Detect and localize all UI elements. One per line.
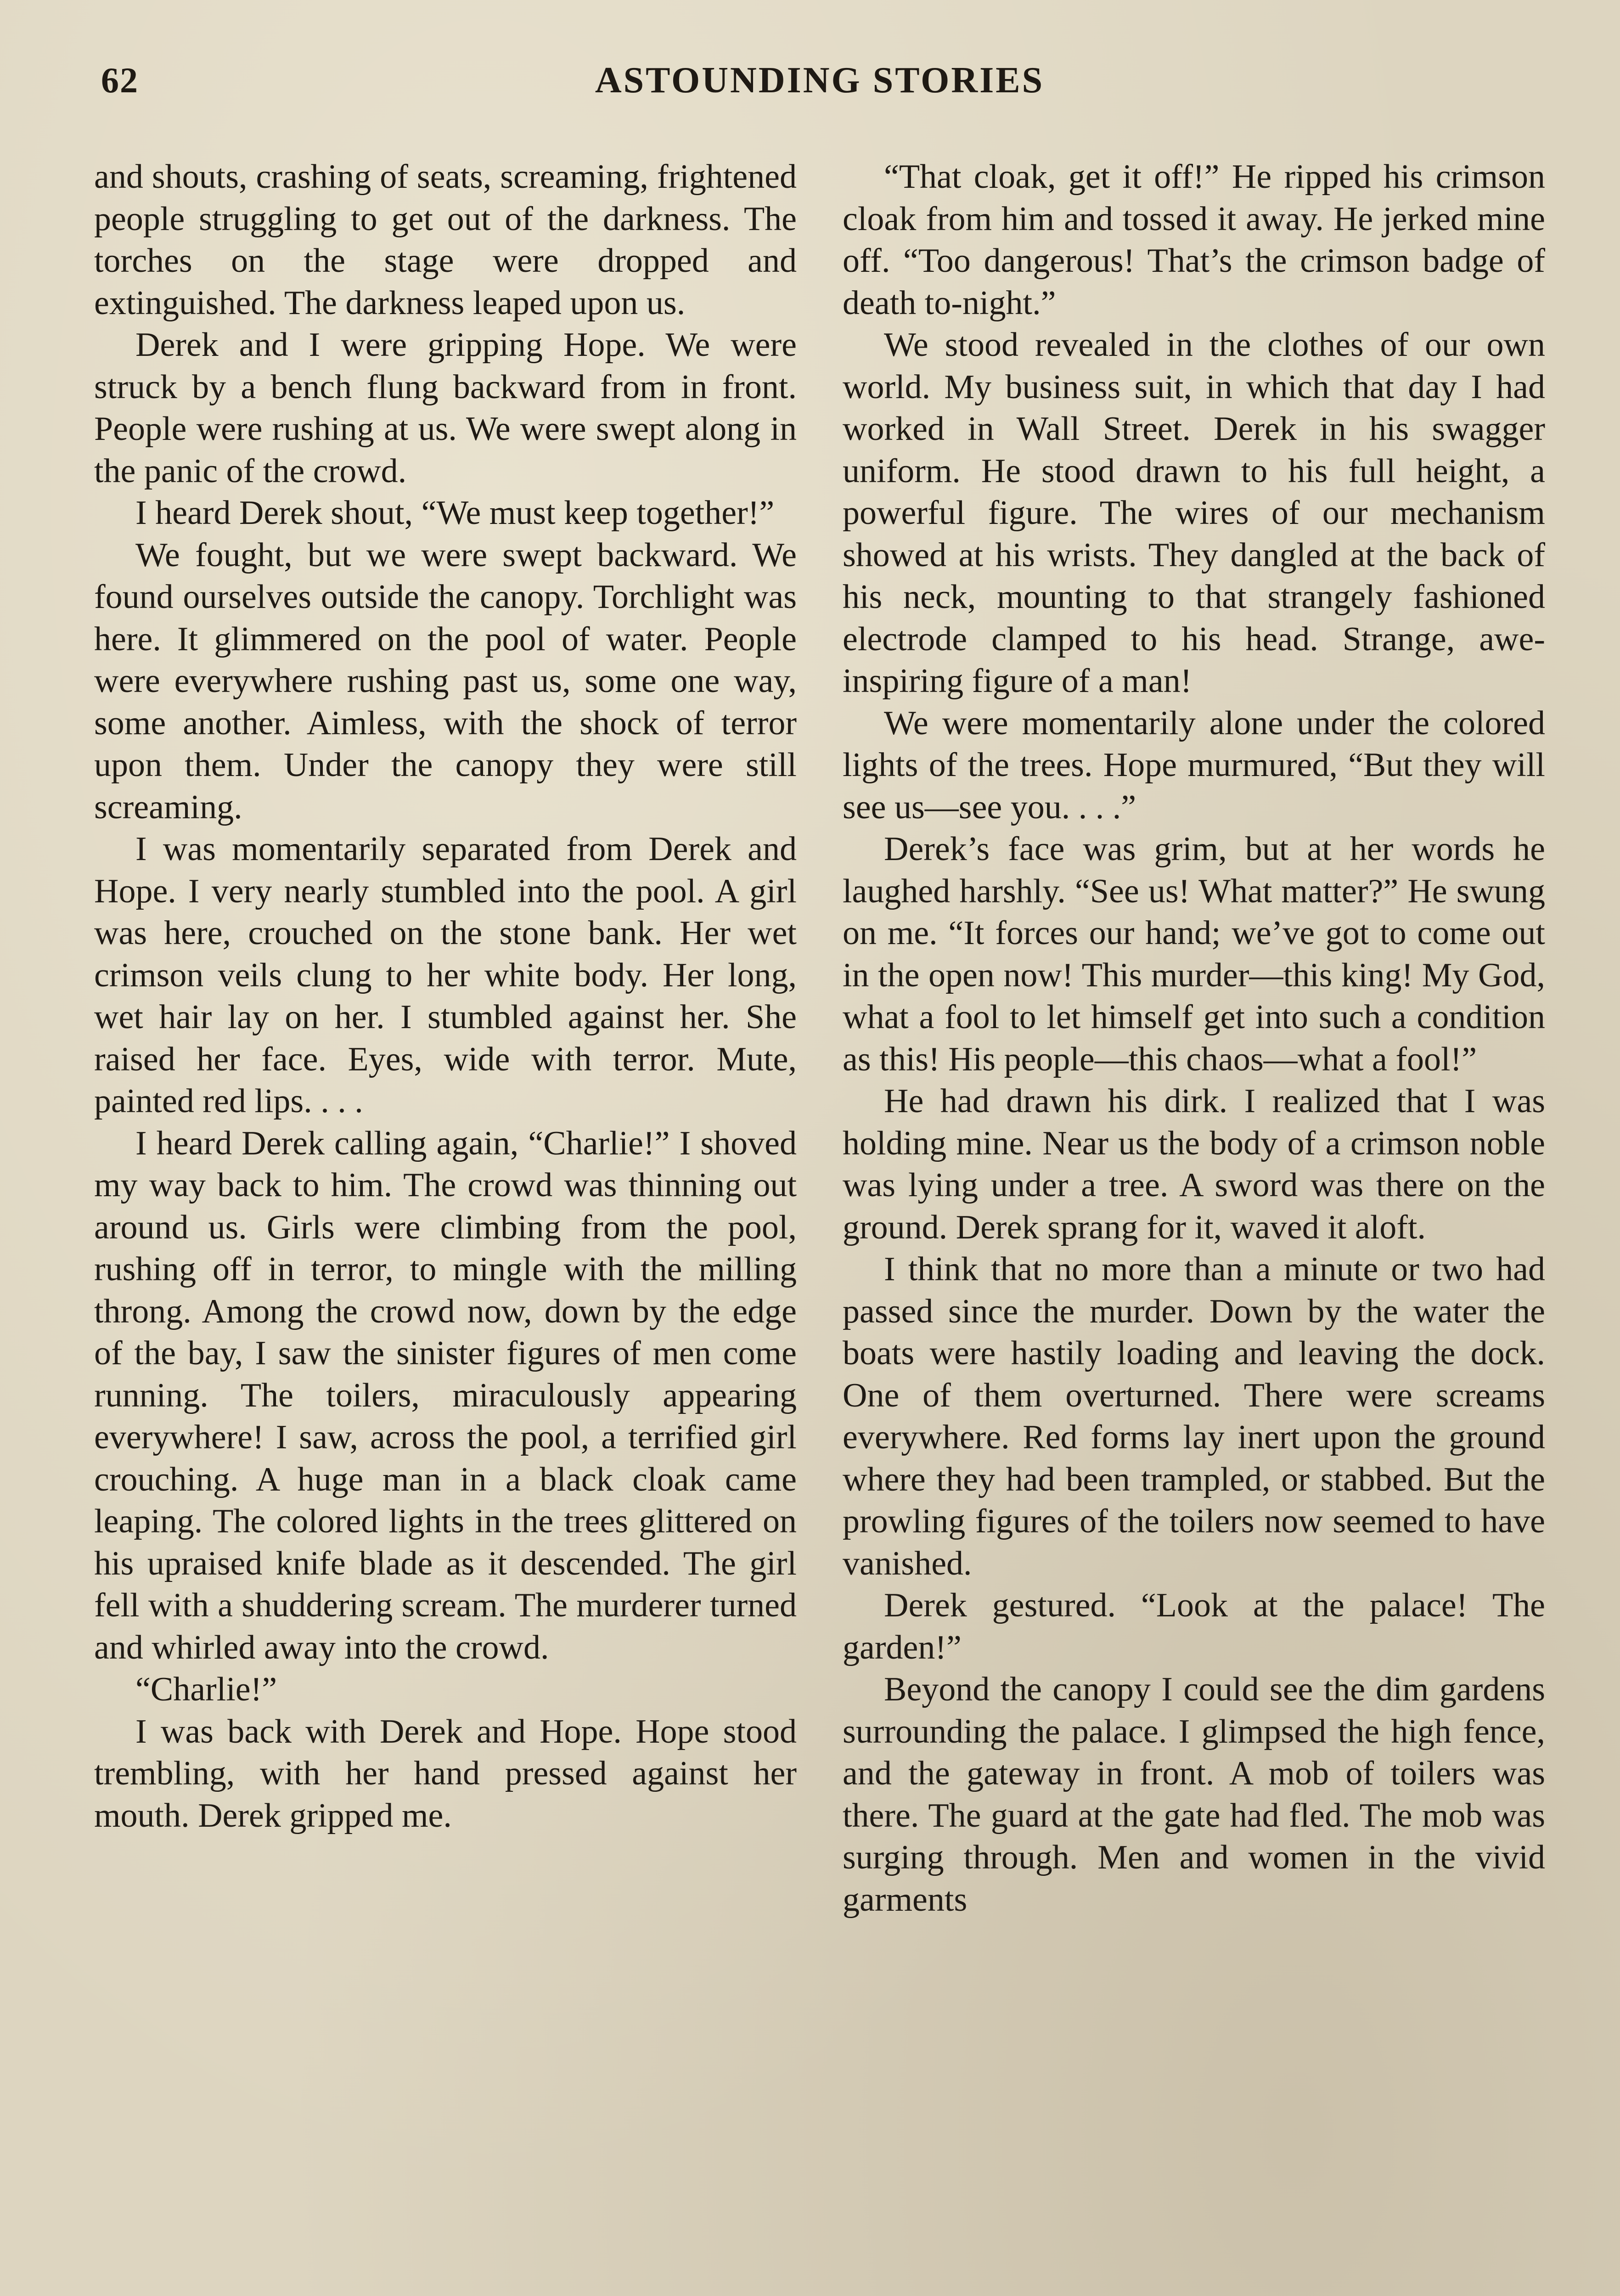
paragraph: Derek and I were gripping Hope. We were struck by a bench flung backward from in front. People were rushing at us. We were swept along in the panic of the crowd. — [94, 326, 797, 490]
paragraph: Derek gestured. “Look at the palace! The garden!” — [843, 1587, 1545, 1666]
right-text-column — [843, 156, 1545, 1921]
paragraph: We fought, but we were swept backward. We found ourselves outside the canopy. Torchlight was here. It glimmered on the pool of water. People were everywhere rushing past us, some one way, some another. Aimless, with the shock of terror upon them. Under the canopy they were still screaming. — [94, 536, 797, 826]
paragraph: I was momentarily separated from Derek and Hope. I very nearly stumbled into the pool. A girl was here, crouched on the stone bank. Her wet crimson veils clung to her white body. Her long, wet hair lay on her. I stumbled against her. She raised her face. Eyes, wide with terror. Mute, painted red lips. . . . — [94, 830, 797, 1120]
paragraph: He had drawn his dirk. I realized that I was holding mine. Near us the body of a crimson noble was lying under a tree. A sword was there on the ground. Derek sprang for it, waved it aloft. — [843, 1082, 1545, 1246]
paragraph: We were momentarily alone under the colored lights of the trees. Hope murmured, “But they will see us—see you. . . .” — [843, 704, 1545, 826]
left-text-column — [94, 156, 797, 1837]
paragraph: Beyond the canopy I could see the dim gardens surrounding the palace. I glimpsed the high fence, and the gateway in front. A mob of toilers was there. The guard at the gate had fled. The mob was surging through. Men and women in the vivid garments — [843, 1671, 1545, 1919]
page-header — [92, 60, 1547, 119]
paragraph: I heard Derek shout, “We must keep together!” — [135, 494, 775, 532]
paragraph: “That cloak, get it off!” He ripped his crimson cloak from him and tossed it away. He jerked mine off. “Too dangerous! That’s the crimson badge of death to-night.” — [843, 158, 1545, 322]
paragraph: “Charlie!” — [135, 1671, 277, 1708]
paragraph: I think that no more than a minute or two had passed since the murder. Down by the water the boats were hastily loading and leaving the dock. One of them overturned. There were screams everywhere. Red forms lay inert upon the ground where they had been trampled, or stabbed. But the prowling figures of the toilers now seemed to have vanished. — [843, 1250, 1545, 1582]
running-head-title: ASTOUNDING STORIES — [595, 60, 1045, 101]
paragraph: I was back with Derek and Hope. Hope stood trembling, with her hand pressed against her mouth. Derek gripped me. — [94, 1712, 797, 1835]
paragraph: We stood revealed in the clothes of our own world. My business suit, in which that day I had worked in Wall Street. Derek in his swagger uniform. He stood drawn to his full height, a powerful figure. The wires of our mechanism showed at his wrists. They dangled at the back of his neck, mounting to that strangely fashioned electrode clamped to his head. Strange, awe-inspiring figure of a man! — [843, 326, 1545, 700]
page-number: 62 — [101, 60, 139, 100]
paragraph: Derek’s face was grim, but at her words he laughed harshly. “See us! What matter?” He swung on me. “It forces our hand; we’ve got to come out in the open now! This murder—this king! My God, what a fool to let himself get into such a condition as this! His people—this chaos—what a fool!” — [843, 830, 1545, 1078]
paragraph: and shouts, crashing of seats, screaming, frightened people struggling to get out of the darkness. The torches on the stage were dropped and extinguished. The darkness leaped upon us. — [94, 158, 797, 322]
paragraph: I heard Derek calling again, “Charlie!” I shoved my way back to him. The crowd was thinning out around us. Girls were climbing from the pool, rushing off in terror, to mingle with the milling throng. Among the crowd now, down by the edge of the bay, I saw the sinister figures of men come running. The toilers, miraculously appearing everywhere! I saw, across the pool, a terrified girl crouching. A huge man in a black cloak came leaping. The colored lights in the trees glittered on his upraised knife blade as it descended. The girl fell with a shuddering scream. The murderer turned and whirled away into the crowd. — [94, 1124, 797, 1666]
